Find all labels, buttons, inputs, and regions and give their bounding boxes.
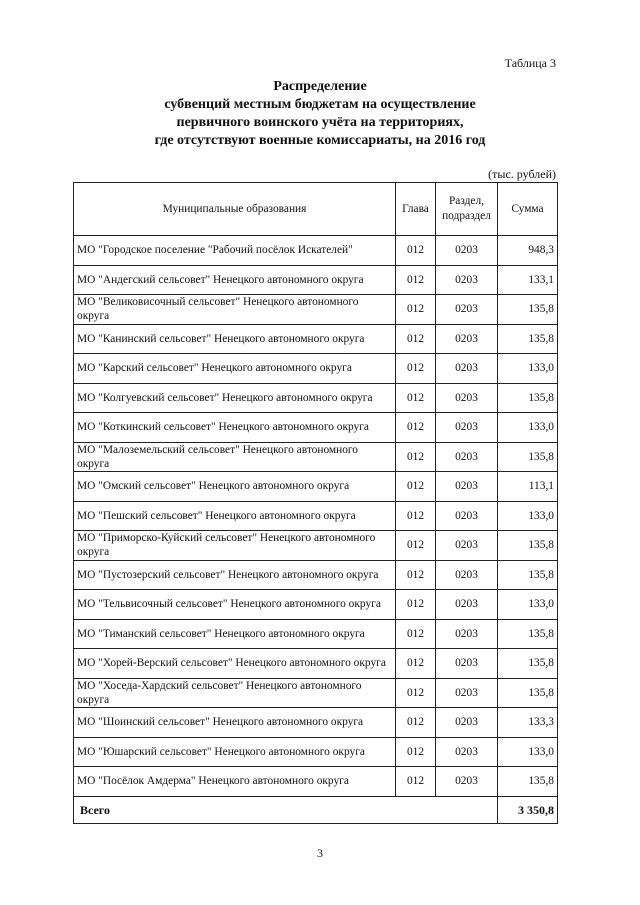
chapter-code: 012 [396,442,436,472]
municipality-name: МО "Малоземельский сельсовет" Ненецкого автономного округа [74,442,396,472]
table-row [74,649,558,679]
municipality-name: МО "Андегский сельсовет" Ненецкого автономного округа [74,265,396,295]
amount: 135,8 [498,383,558,413]
municipality-name: МО "Коткинский сельсовет" Ненецкого автономного округа [74,413,396,443]
chapter-code: 012 [396,236,436,266]
chapter-code: 012 [396,767,436,797]
table-row [74,413,558,443]
section-code: 0203 [436,236,498,266]
chapter-code: 012 [396,649,436,679]
table-header-row [74,183,558,236]
title-line: где отсутствуют военные комиссариаты, на 2016 год [154,133,486,148]
header-sum: Сумма [498,183,558,236]
amount: 948,3 [498,236,558,266]
table-row [74,236,558,266]
section-code: 0203 [436,649,498,679]
section-code: 0203 [436,678,498,708]
table-row [74,472,558,502]
title-line: первичного воинского учёта на территориях, [176,115,464,130]
amount: 133,0 [498,413,558,443]
chapter-code: 012 [396,324,436,354]
section-code: 0203 [436,619,498,649]
municipality-name: МО "Омский сельсовет" Ненецкого автономного округа [74,472,396,502]
total-sum: 3 350,8 [498,796,558,823]
chapter-code: 012 [396,560,436,590]
title-line: субвенций местным бюджетам на осуществление [164,97,476,112]
section-code: 0203 [436,737,498,767]
amount: 135,8 [498,678,558,708]
chapter-code: 012 [396,531,436,561]
amount: 133,0 [498,590,558,620]
table-row [74,442,558,472]
amount: 135,8 [498,324,558,354]
municipality-name: МО "Пустозерский сельсовет" Ненецкого автономного округа [74,560,396,590]
header-section: Раздел, подраздел [436,183,498,236]
municipality-name: МО "Приморско-Куйский сельсовет" Ненецкого автономного округа [74,531,396,561]
table-row [74,265,558,295]
municipality-name: МО "Посёлок Амдерма" Ненецкого автономного округа [74,767,396,797]
amount: 133,1 [498,265,558,295]
municipality-name: МО "Колгуевский сельсовет" Ненецкого автономного округа [74,383,396,413]
chapter-code: 012 [396,472,436,502]
section-code: 0203 [436,295,498,325]
amount: 135,8 [498,531,558,561]
chapter-code: 012 [396,265,436,295]
municipality-name: МО "Великовисочный сельсовет" Ненецкого автономного округа [74,295,396,325]
amount: 135,8 [498,767,558,797]
amount: 133,0 [498,737,558,767]
table-row [74,295,558,325]
amount: 135,8 [498,295,558,325]
table-row [74,383,558,413]
amount: 133,0 [498,354,558,384]
table-row [74,324,558,354]
municipality-name: МО "Тиманский сельсовет" Ненецкого автономного округа [74,619,396,649]
total-label: Всего [74,796,498,823]
total-row [74,796,558,823]
section-code: 0203 [436,472,498,502]
chapter-code: 012 [396,737,436,767]
table-row [74,501,558,531]
header-chapter: Глава [396,183,436,236]
table-row [74,354,558,384]
header-municipalities: Муниципальные образования [74,183,396,236]
municipality-name: МО "Шоинский сельсовет" Ненецкого автономного округа [74,708,396,738]
amount: 135,8 [498,442,558,472]
amount: 135,8 [498,619,558,649]
table-row [74,531,558,561]
municipality-name: МО "Хорей-Верский сельсовет" Ненецкого автономного округа [74,649,396,679]
units-label: (тыс. рублей) [488,167,556,181]
section-code: 0203 [436,590,498,620]
document-title [0,78,640,150]
amount: 113,1 [498,472,558,502]
municipality-name: МО "Пешский сельсовет" Ненецкого автономного округа [74,501,396,531]
chapter-code: 012 [396,590,436,620]
chapter-code: 012 [396,295,436,325]
section-code: 0203 [436,767,498,797]
subvention-table [73,182,558,824]
table-row [74,737,558,767]
chapter-code: 012 [396,354,436,384]
municipality-name: МО "Канинский сельсовет" Ненецкого автономного округа [74,324,396,354]
section-code: 0203 [436,442,498,472]
amount: 135,8 [498,560,558,590]
table-row [74,619,558,649]
table-row [74,590,558,620]
chapter-code: 012 [396,501,436,531]
table-row [74,560,558,590]
section-code: 0203 [436,531,498,561]
municipality-name: МО "Карский сельсовет" Ненецкого автономного округа [74,354,396,384]
municipality-name: МО "Городское поселение "Рабочий посёлок Искателей" [74,236,396,266]
title-line: Распределение [273,79,367,94]
chapter-code: 012 [396,678,436,708]
table-row [74,708,558,738]
municipality-name: МО "Хоседа-Хардский сельсовет" Ненецкого автономного округа [74,678,396,708]
table-body [74,236,558,797]
table-row [74,678,558,708]
amount: 135,8 [498,649,558,679]
amount: 133,3 [498,708,558,738]
page-number: 3 [317,846,323,860]
section-code: 0203 [436,354,498,384]
table-number-label: Таблица 3 [504,56,556,70]
section-code: 0203 [436,383,498,413]
chapter-code: 012 [396,708,436,738]
section-code: 0203 [436,324,498,354]
section-code: 0203 [436,413,498,443]
table-row [74,767,558,797]
section-code: 0203 [436,501,498,531]
municipality-name: МО "Тельвисочный сельсовет" Ненецкого автономного округа [74,590,396,620]
municipality-name: МО "Юшарский сельсовет" Ненецкого автономного округа [74,737,396,767]
section-code: 0203 [436,265,498,295]
section-code: 0203 [436,560,498,590]
amount: 133,0 [498,501,558,531]
chapter-code: 012 [396,413,436,443]
chapter-code: 012 [396,619,436,649]
chapter-code: 012 [396,383,436,413]
section-code: 0203 [436,708,498,738]
